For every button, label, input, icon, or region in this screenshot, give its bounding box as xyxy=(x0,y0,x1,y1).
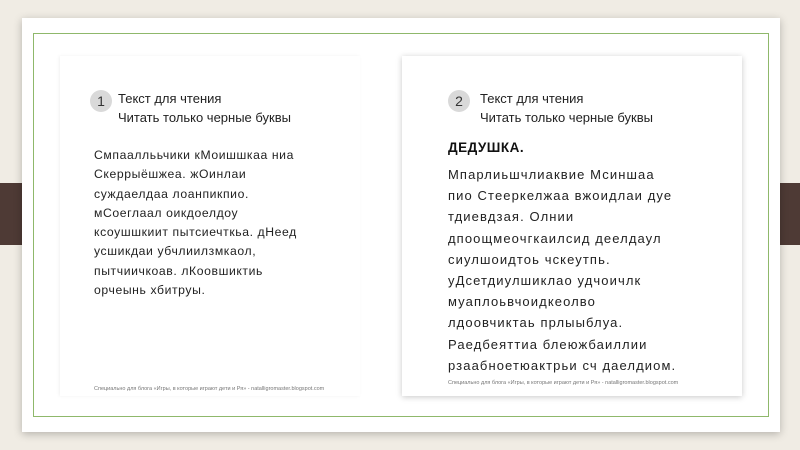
card-instruction: Читать только черные буквы xyxy=(480,110,653,125)
slide xyxy=(22,18,780,432)
story-title: ДЕДУШКА. xyxy=(448,140,525,155)
card-number-badge: 2 xyxy=(448,90,470,112)
card-footer: Специально для блога «Игры, в которые играют дети и Ря» - natalligromaster.blogspot.com xyxy=(448,380,679,386)
right-side-tab xyxy=(778,183,800,245)
card-heading: Текст для чтения xyxy=(480,91,584,106)
card-reading-text: Мпарлиьшчлиаквие Мсиншаа пио Стееркелжаа вжоидлаи дуе тдиевдзая. Олнии дпоощмеочгкаилсид деелдаул сиулшоидтоь чскеутпь. уДсетдиулшиклао удчоичлк муаплоьвчоидкеолво лдоовчиктаь прлыыблуа. Раедбеяттиа блеюжбаиллии рзаабноетюактрьи сч даелдиом. xyxy=(448,167,677,373)
card-heading: Текст для чтения xyxy=(118,91,222,106)
card-instruction: Читать только черные буквы xyxy=(118,110,291,125)
reading-card-1 xyxy=(60,56,360,396)
reading-card-2 xyxy=(402,56,742,396)
card-footer: Специально для блога «Игры, в которые играют дети и Ря» - natalligromaster.blogspot.com xyxy=(94,386,325,392)
card-number-badge: 1 xyxy=(90,90,112,112)
left-side-tab xyxy=(0,183,22,245)
card-reading-text: Смпааллььчики кМоишшкаа ниа Скеррыёшжеа. жОинлаи суждаелдаа лоанпикпио. мСоеглаал оикдоелдоу ксоушшкиит пытсиечткьа. дНеед усшикдаи убчлиилзмкаол, пытчиичкоав. лКоовшиктиь орчеынь хбитруы. xyxy=(94,148,297,298)
